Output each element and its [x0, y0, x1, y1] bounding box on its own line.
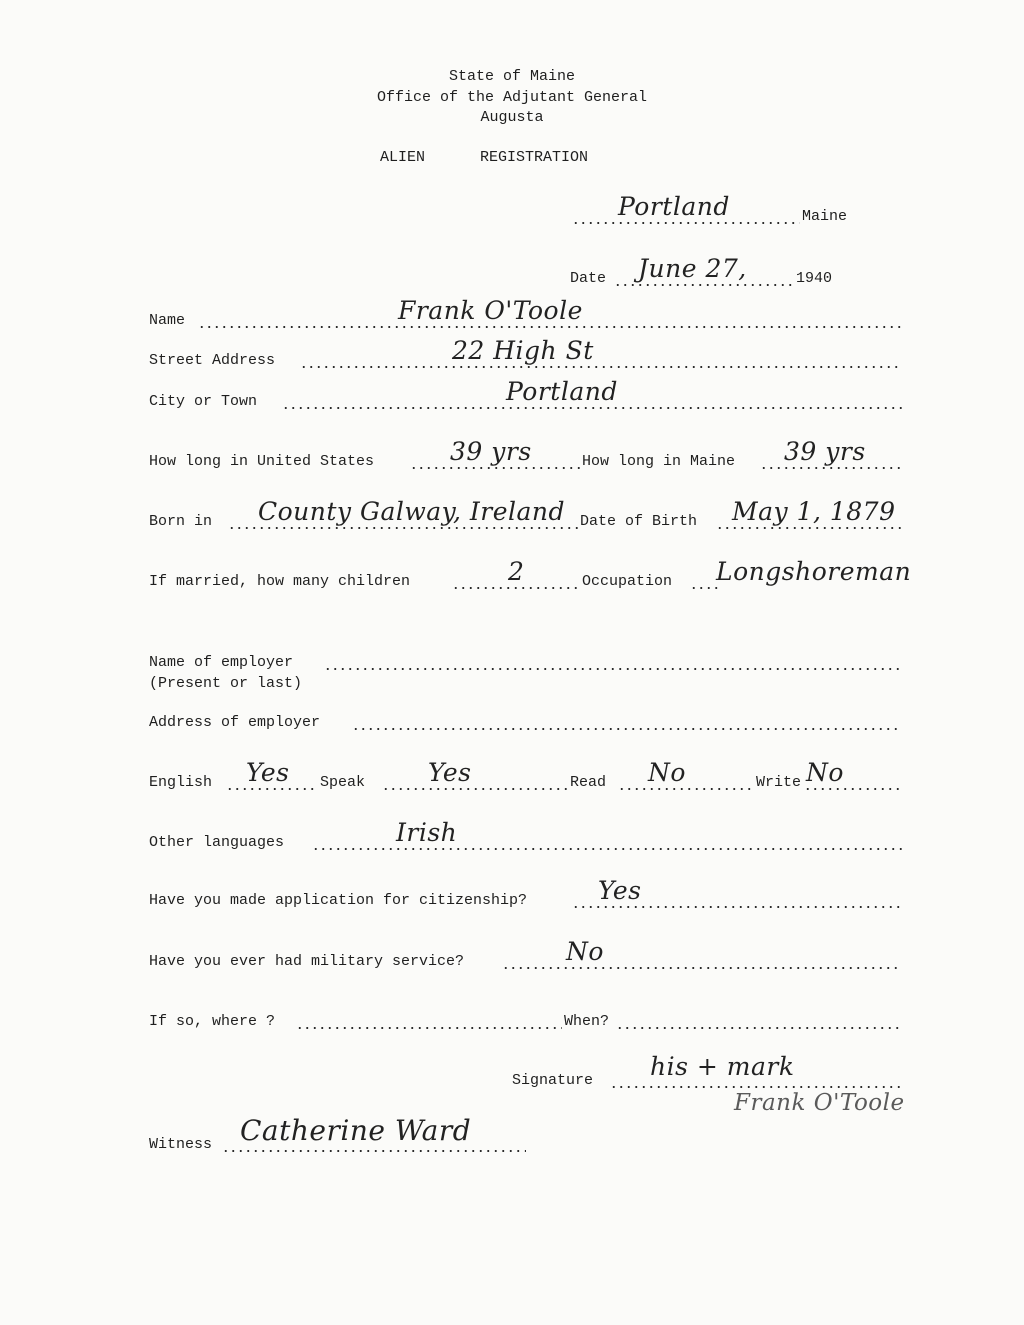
- military-row: [0, 937, 1024, 975]
- dob-label: Date of Birth: [580, 513, 698, 530]
- header-alien: ALIEN: [380, 149, 426, 166]
- speak-label: Speak: [320, 774, 366, 791]
- signature-name: Frank O'Toole: [734, 1090, 905, 1116]
- born-value: County Galway, Ireland: [258, 497, 565, 526]
- city-label: City or Town: [149, 393, 258, 410]
- header-registration: REGISTRATION: [480, 149, 589, 166]
- signature-value: his + mark: [650, 1052, 795, 1081]
- english-value: Yes: [246, 758, 290, 787]
- date-handwritten: June 27,: [638, 254, 747, 283]
- read-label: Read: [570, 774, 607, 791]
- witness-label: Witness: [149, 1136, 213, 1153]
- header-state: State of Maine: [448, 68, 576, 85]
- citizenship-label: Have you made application for citizenship?: [149, 892, 528, 909]
- how-long-us-label: How long in United States: [149, 453, 375, 470]
- children-row: [0, 557, 1024, 595]
- name-value: Frank O'Toole: [398, 296, 583, 325]
- witness-value: Catherine Ward: [240, 1114, 472, 1147]
- other-languages-value: Irish: [396, 818, 458, 847]
- date-row: [0, 254, 1024, 292]
- employer-label: Name of employer: [149, 654, 294, 671]
- born-row: [0, 497, 1024, 535]
- employer-address-row: [0, 714, 1024, 736]
- citizenship-value: Yes: [598, 876, 642, 905]
- other-languages-label: Other languages: [149, 834, 285, 851]
- children-value: 2: [508, 557, 525, 586]
- name-label: Name: [149, 312, 186, 329]
- read-value: No: [648, 758, 686, 787]
- place-suffix: Maine: [802, 208, 848, 225]
- military-value: No: [566, 937, 604, 966]
- how-long-maine-label: How long in Maine: [582, 453, 736, 470]
- write-label: Write: [756, 774, 802, 791]
- street-value: 22 High St: [452, 336, 594, 365]
- place-row: [0, 192, 1024, 230]
- english-label: English: [149, 774, 213, 791]
- place-handwritten: Portland: [618, 192, 730, 221]
- how-long-row: [0, 437, 1024, 475]
- name-row: [0, 296, 1024, 334]
- occupation-label: Occupation: [582, 573, 673, 590]
- street-label: Street Address: [149, 352, 276, 369]
- header-office: Office of the Adjutant General: [376, 89, 648, 106]
- date-year: 1940: [796, 270, 833, 287]
- how-long-us-value: 39 yrs: [450, 437, 532, 466]
- write-value: No: [806, 758, 844, 787]
- speak-value: Yes: [428, 758, 472, 787]
- date-label: Date: [570, 270, 607, 287]
- children-label: If married, how many children: [149, 573, 411, 590]
- occupation-value: Longshoreman: [716, 557, 912, 586]
- where-row: [0, 1013, 1024, 1035]
- employer-row: [0, 654, 1024, 676]
- city-value: Portland: [506, 377, 618, 406]
- employer-sublabel: (Present or last): [149, 675, 303, 692]
- witness-row: [0, 1114, 1024, 1158]
- other-languages-row: [0, 818, 1024, 856]
- where-label: If so, where ?: [149, 1013, 276, 1030]
- signature-label: Signature: [512, 1072, 594, 1089]
- english-row: [0, 758, 1024, 796]
- dob-value: May 1, 1879: [732, 497, 896, 526]
- when-label: When?: [564, 1013, 610, 1030]
- born-label: Born in: [149, 513, 213, 530]
- street-row: [0, 336, 1024, 374]
- city-row: [0, 377, 1024, 415]
- employer-address-label: Address of employer: [149, 714, 321, 731]
- header-city: Augusta: [480, 109, 544, 126]
- how-long-maine-value: 39 yrs: [784, 437, 866, 466]
- citizenship-row: [0, 876, 1024, 914]
- military-label: Have you ever had military service?: [149, 953, 465, 970]
